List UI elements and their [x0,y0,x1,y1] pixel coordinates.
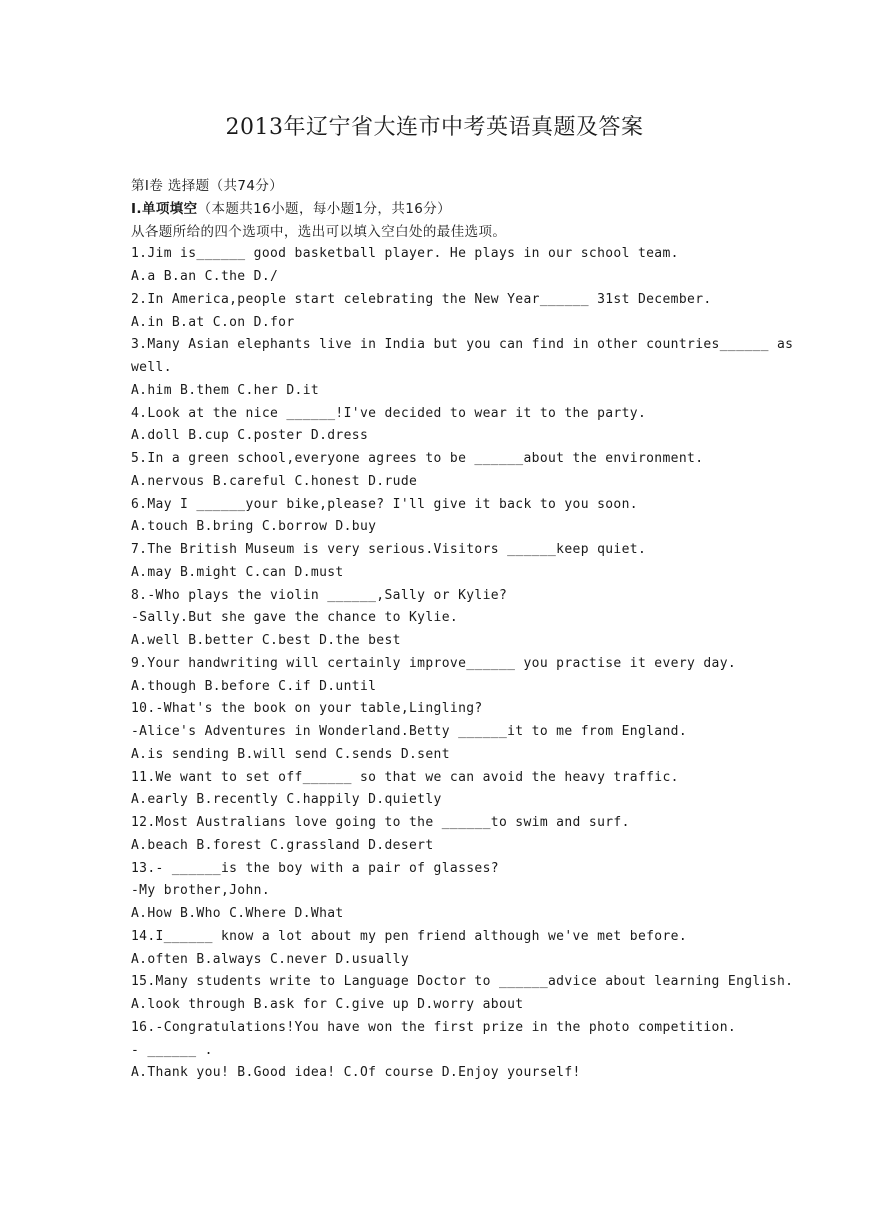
question-continuation: well. [131,360,172,375]
question-text: 11.We want to set off______ so that we can avoid the heavy traffic. [131,769,679,785]
question-text: 13.- ______is the boy with a pair of glasses? [131,860,499,876]
page-title: 2013年辽宁省大连市中考英语真题及答案 [225,115,644,140]
answer-options: A.look through B.ask for C.give up D.worry about [131,997,524,1012]
answer-options: A.doll B.cup C.poster D.dress [131,428,369,444]
question-text: 4.Look at the nice ______!I've decided to wear it to the party. [131,405,647,421]
question-list [131,243,794,1085]
answer-options: A.early B.recently C.happily D.quietly [131,792,442,808]
question-continuation: -Alice's Adventures in Wonderland.Betty ______it to me from England. [131,724,688,739]
section-note: （本题共16小题，每小题1分，共16分） [197,200,452,217]
answer-options: A.Thank you! B.Good idea! C.Of course D.Enjoy yourself! [131,1065,581,1081]
answer-options: A.touch B.bring C.borrow D.buy [131,519,377,535]
answer-options: A.nervous B.careful C.honest D.rude [131,473,418,489]
section-heading [131,198,741,221]
answer-options: A.is sending B.will send C.sends D.sent [131,746,450,762]
answer-options: A.beach B.forest C.grassland D.desert [131,837,434,853]
question-text: 1.Jim is______ good basketball player. He plays in our school team. [131,246,679,262]
question-text: 12.Most Australians love going to the ______to swim and surf. [131,815,630,830]
part-heading: 第Ⅰ卷 选择题（共74分） [131,178,284,194]
section-title: Ⅰ.单项填空 [131,200,198,217]
question-continuation: -Sally.But she gave the chance to Kylie. [131,610,459,626]
question-text: 16.-Congratulations!You have won the first prize in the photo competition. [131,1019,737,1035]
answer-options: A.well B.better C.best D.the best [131,633,401,648]
answer-options: A.in B.at C.on D.for [131,314,295,330]
document-body [131,175,794,1085]
question-text: 10.-What's the book on your table,Lingling? [131,701,483,717]
question-continuation: -My brother,John. [131,883,271,899]
question-text: 7.The British Museum is very serious.Visitors ______keep quiet. [131,542,647,557]
answer-options: A.How B.Who C.Where D.What [131,906,344,921]
answer-options: A.though B.before C.if D.until [131,678,377,694]
instruction-text: 从各题所给的四个选项中，选出可以填入空白处的最佳选项。 [131,223,507,240]
answer-options: A.may B.might C.can D.must [131,564,344,580]
question-continuation: - ______ . [131,1042,213,1058]
question-text: 15.Many students write to Language Doctor to ______advice about learning English. [131,974,794,990]
question-text: 14.I______ know a lot about my pen friend although we've met before. [131,928,688,944]
question-text: 6.May I ______your bike,please? I'll give it back to you soon. [131,496,638,512]
question-text: 3.Many Asian elephants live in India but you can find in other countries______ as [131,337,794,353]
answer-options: A.often B.always C.never D.usually [131,951,410,967]
question-text: 8.-Who plays the violin ______,Sally or Kylie? [131,587,508,603]
question-text: 9.Your handwriting will certainly improve______ you practise it every day. [131,655,737,671]
answer-options: A.him B.them C.her D.it [131,382,320,398]
answer-options: A.a B.an C.the D./ [131,269,279,284]
question-text: 2.In America,people start celebrating the New Year______ 31st December. [131,291,712,307]
question-text: 5.In a green school,everyone agrees to be ______about the environment. [131,451,704,466]
